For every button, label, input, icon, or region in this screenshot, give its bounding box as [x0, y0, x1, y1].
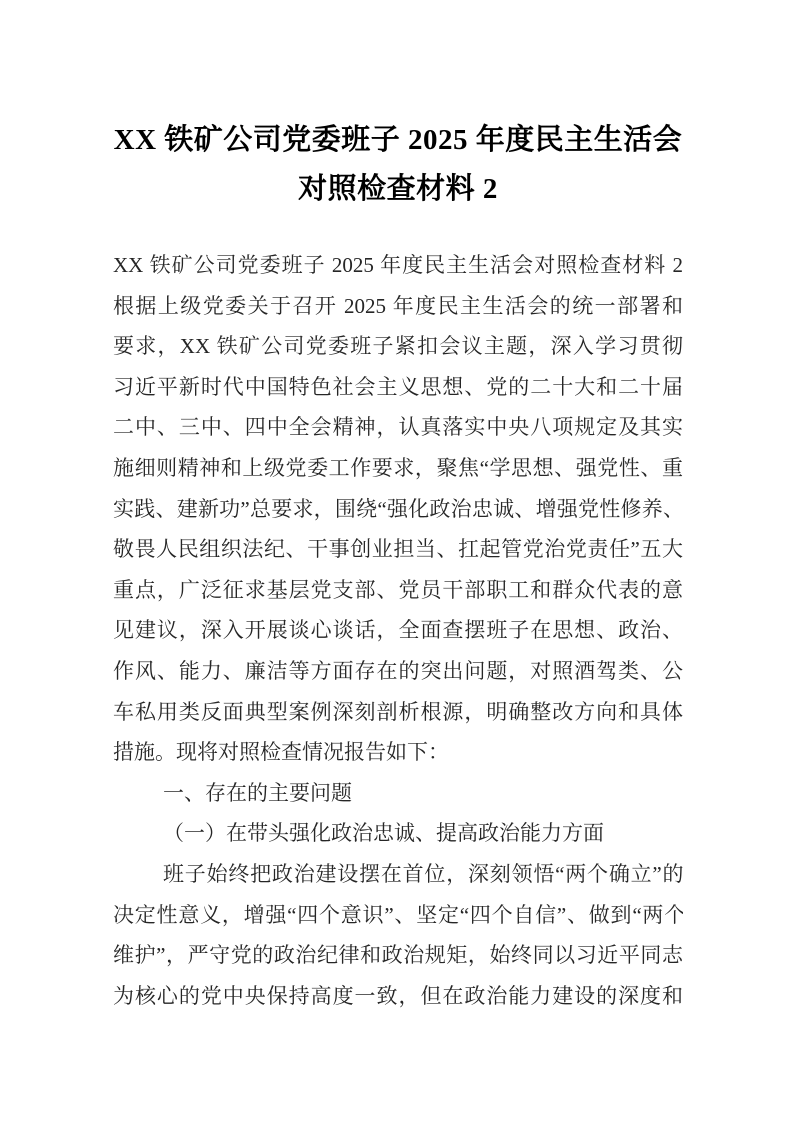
document-title-line-2: 对照检查材料 2 [298, 173, 498, 205]
body-line: 实践、建新功”总要求，围绕“强化政治忠诚、增强党性修养、 [113, 496, 683, 521]
body-line: （一）在带头强化政治忠诚、提高政治能力方面 [163, 821, 604, 846]
body-line: XX 铁矿公司党委班子 2025 年度民主生活会对照检查材料 2 [113, 253, 683, 277]
body-line: 作风、能力、廉洁等方面存在的突出问题，对照酒驾类、公 [113, 658, 683, 683]
body-line: 措施。现将对照检查情况报告如下： [113, 740, 449, 765]
body-line: 车私用类反面典型案例深刻剖析根源，明确整改方向和具体 [113, 699, 683, 724]
body-line: 为核心的党中央保持高度一致，但在政治能力建设的深度和 [113, 983, 683, 1008]
body-line: 维护”，严守党的政治纪律和政治规矩，始终同以习近平同志 [113, 943, 683, 968]
body-line: 施细则精神和上级党委工作要求，聚焦“学思想、强党性、重 [113, 455, 683, 480]
body-line: 敬畏人民组织法纪、干事创业担当、扛起管党治党责任”五大 [113, 537, 683, 562]
body-line: 一、存在的主要问题 [163, 780, 352, 805]
body-line: 要求，XX 铁矿公司党委班子紧扣会议主题，深入学习贯彻 [113, 334, 683, 359]
document-title [113, 116, 683, 214]
body-line: 重点，广泛征求基层党支部、党员干部职工和群众代表的意 [113, 577, 683, 602]
body-line: 班子始终把政治建设摆在首位，深刻领悟“两个确立”的 [163, 861, 683, 886]
document-body [113, 245, 683, 1016]
body-line: 习近平新时代中国特色社会主义思想、党的二十大和二十届 [113, 374, 683, 399]
body-line: 见建议，深入开展谈心谈话，全面查摆班子在思想、政治、 [113, 618, 683, 643]
body-line: 根据上级党委关于召开 2025 年度民主生活会的统一部署和 [113, 293, 683, 318]
document-title-line-1: XX 铁矿公司党委班子 2025 年度民主生活会 [113, 124, 683, 156]
body-line: 二中、三中、四中全会精神，认真落实中央八项规定及其实 [113, 415, 683, 440]
body-line: 决定性意义，增强“四个意识”、坚定“四个自信”、做到“两个 [113, 902, 683, 927]
